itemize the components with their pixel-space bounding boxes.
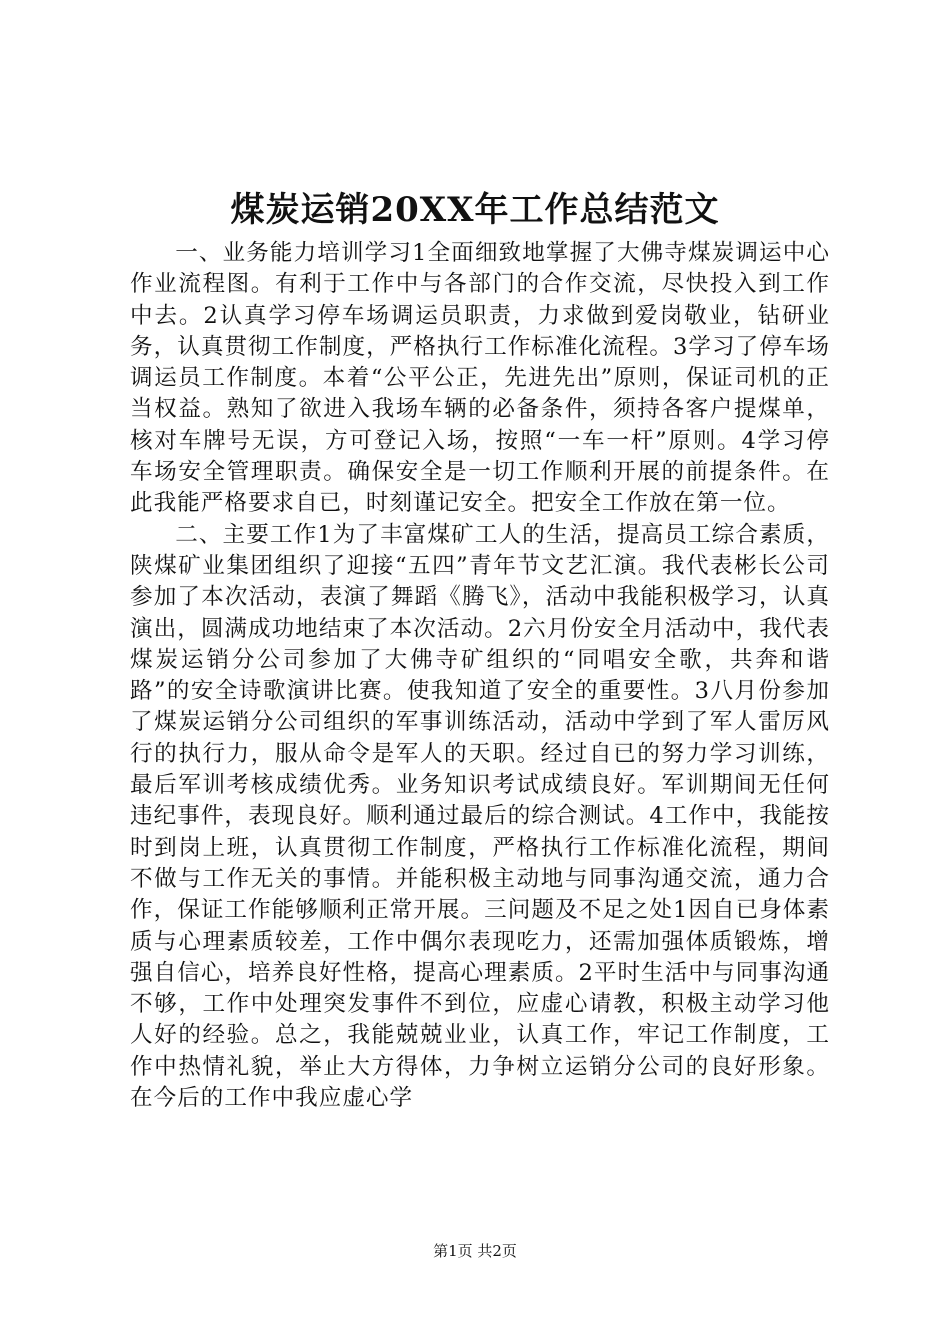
- document-title: 煤炭运销20XX年工作总结范文: [230, 190, 720, 230]
- document-body: [130, 238, 830, 1114]
- page-number-footer: 第1页 共2页: [433, 1242, 517, 1260]
- paragraph-main-work: 二、主要工作1为了丰富煤矿工人的生活，提高员工综合素质，陕煤矿业集团组织了迎接“五四”青年节文艺汇演。我代表彬长公司参加了本次活动，表演了舞蹈《腾飞》，活动中我能积极学习，认真演出，圆满成功地结束了本次活动。2六月份安全月活动中，我代表煤炭运销分公司参加了大佛寺矿组织的“同唱安全歌，共奔和谐路”的安全诗歌演讲比赛。使我知道了安全的重要性。3八月份参加了煤炭运销分公司组织的军事训练活动，活动中学到了军人雷厉风行的执行力，服从命令是军人的天职。经过自已的努力学习训练，最后军训考核成绩优秀。业务知识考试成绩良好。军训期间无任何违纪事件，表现良好。顺利通过最后的综合测试。4工作中，我能按时到岗上班，认真贯彻工作制度，严格执行工作标准化流程，期间不做与工作无关的事情。并能积极主动地与同事沟通交流，通力合作，保证工作能够顺利正常开展。三问题及不足之处1因自已身体素质与心理素质较差，工作中偶尔表现吃力，还需加强体质锻炼，增强自信心，培养良好性格，提高心理素质。2平时生活中与同事沟通不够，工作中处理突发事件不到位，应虚心请教，积极主动学习他人好的经验。总之，我能兢兢业业，认真工作，牢记工作制度，工作中热情礼貌，举止大方得体，力争树立运销分公司的良好形象。在今后的工作中我应虚心学: [130, 521, 830, 1112]
- paragraph-business-training: 一、业务能力培训学习1全面细致地掌握了大佛寺煤炭调运中心作业流程图。有利于工作中与各部门的合作交流，尽快投入到工作中去。2认真学习停车场调运员职责，力求做到爱岗敬业，钻研业务，认真贯彻工作制度，严格执行工作标准化流程。3学习了停车场调运员工作制度。本着“公平公正，先进先出”原则，保证司机的正当权益。熟知了欲进入我场车辆的必备条件，须持各客户提煤单，核对车牌号无误，方可登记入场，按照“一车一杆”原则。4学习停车场安全管理职责。确保安全是一切工作顺利开展的前提条件。在此我能严格要求自已，时刻谨记安全。把安全工作放在第一位。: [130, 240, 830, 517]
